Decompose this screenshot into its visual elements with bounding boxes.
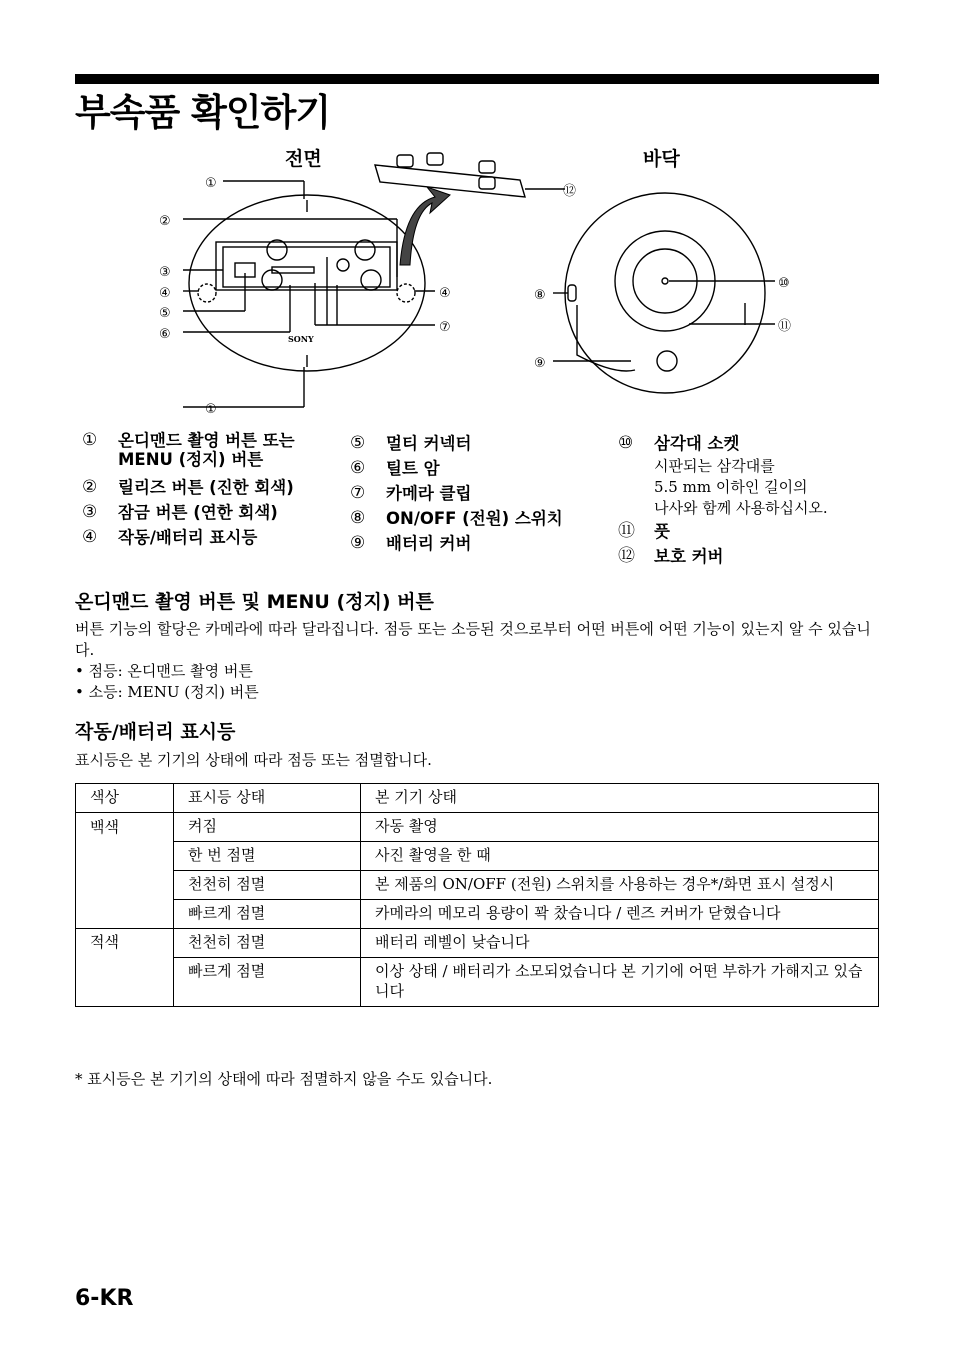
bullet-item: • 소등: MENU (정지) 버튼	[75, 683, 259, 701]
svg-text:⑪: ⑪	[778, 319, 792, 334]
state-cell: 한 번 점멸	[174, 842, 361, 871]
desc-cell: 배터리 레벨이 낮습니다	[361, 929, 879, 958]
legend-sub-line: 5.5 mm 이하인 길이의	[654, 478, 808, 496]
front-view	[183, 181, 435, 407]
legend-item: ② 릴리즈 버튼 (진한 회색)	[82, 477, 294, 497]
legend-item: ⑧ ON/OFF (전원) 스위치	[350, 508, 563, 528]
page-title: 부속품 확인하기	[75, 91, 331, 134]
section-heading-buttons: 온디맨드 촬영 버튼 및 MENU (정지) 버튼	[75, 591, 434, 613]
state-cell: 빠르게 점멸	[174, 958, 361, 1007]
legend-item: ① 온디맨드 촬영 버튼 또는 MENU (정지) 버튼	[82, 430, 295, 469]
state-cell: 천천히 점멸	[174, 929, 361, 958]
table-row	[76, 958, 879, 1007]
legend-item: ⑦ 카메라 클립	[350, 483, 472, 503]
desc-cell: 이상 상태 / 배터리가 소모되었습니다 본 기기에 어떤 부하가 가해지고 있습니다	[361, 958, 879, 1007]
desc-cell: 카메라의 메모리 용량이 꽉 찼습니다 / 렌즈 커버가 닫혔습니다	[361, 900, 879, 929]
bottom-view	[553, 193, 775, 393]
legend-item: ⑪ 풋	[618, 521, 670, 541]
legend-item: ③ 잠금 버튼 (연한 회색)	[82, 502, 278, 522]
legend-column-1	[82, 431, 332, 550]
paragraph: 버튼 기능의 할당은 카메라에 따라 달라집니다. 점등 또는 소등된 것으로부터 어떤 버튼에 어떤 기능이 있는지 알 수 있습니다.	[75, 620, 871, 659]
svg-text:②: ②	[159, 214, 171, 229]
table-row	[76, 813, 879, 842]
table-row	[76, 900, 879, 929]
table-header: 색상	[76, 784, 174, 813]
protective-cover	[375, 153, 565, 197]
state-cell: 천천히 점멸	[174, 871, 361, 900]
table-header: 본 기기 상태	[361, 784, 879, 813]
legend-item: ⑤ 멀티 커넥터	[350, 433, 472, 453]
legend-item: ⑩ 삼각대 소켓	[618, 433, 740, 453]
svg-text:⑥: ⑥	[159, 327, 171, 342]
desc-cell: 사진 촬영을 한 때	[361, 842, 879, 871]
legend-column-2	[350, 431, 600, 556]
section-body-buttons	[75, 619, 875, 703]
legend-item: ⑨ 배터리 커버	[350, 533, 472, 553]
svg-text:④: ④	[159, 286, 171, 301]
legend-column-3	[618, 431, 880, 569]
legend-item: ④ 작동/배터리 표시등	[82, 527, 258, 547]
section-heading-indicator: 작동/배터리 표시등	[75, 721, 236, 743]
legend-item: ⑫ 보호 커버	[618, 546, 724, 566]
table-row	[76, 871, 879, 900]
state-cell: 켜짐	[174, 813, 361, 842]
svg-text:⑧: ⑧	[534, 288, 546, 303]
bottom-label: 바닥	[643, 148, 680, 170]
svg-text:④: ④	[439, 286, 451, 301]
legend-sub-line: 나사와 함께 사용하십시오.	[654, 499, 828, 517]
desc-cell: 본 제품의 ON/OFF (전원) 스위치를 사용하는 경우*/화면 표시 설정시	[361, 871, 879, 900]
svg-text:⑤: ⑤	[159, 306, 171, 321]
table-header-row	[76, 784, 879, 813]
state-cell: 빠르게 점멸	[174, 900, 361, 929]
desc-cell: 자동 촬영	[361, 813, 879, 842]
svg-text:③: ③	[159, 265, 171, 280]
table-row	[76, 929, 879, 958]
color-cell-red: 적색	[76, 929, 174, 1007]
svg-text:⑨: ⑨	[534, 356, 546, 371]
bullet-item: • 점등: 온디맨드 촬영 버튼	[75, 662, 253, 680]
table-row	[76, 842, 879, 871]
accessory-diagram	[75, 135, 879, 425]
section-body-indicator: 표시등은 본 기기의 상태에 따라 점등 또는 점멸합니다.	[75, 751, 432, 769]
color-cell-white: 백색	[76, 813, 174, 929]
indicator-status-table	[75, 783, 879, 1007]
footnote: * 표시등은 본 기기의 상태에 따라 점멸하지 않을 수도 있습니다.	[75, 1070, 493, 1088]
svg-text:⑫: ⑫	[563, 184, 577, 199]
svg-text:①: ①	[205, 176, 217, 191]
front-label: 전면	[285, 148, 322, 170]
page-number: 6-KR	[75, 1286, 134, 1311]
table-header: 표시등 상태	[174, 784, 361, 813]
legend-item: ⑥ 틸트 암	[350, 458, 440, 478]
svg-text:⑩: ⑩	[778, 276, 790, 291]
legend-sub-line: 시판되는 삼각대를	[654, 457, 775, 475]
sony-logo: SONY	[288, 334, 314, 344]
svg-text:⑦: ⑦	[439, 320, 451, 335]
svg-text:①: ①	[205, 402, 217, 417]
rotate-arrow-icon	[400, 187, 450, 265]
